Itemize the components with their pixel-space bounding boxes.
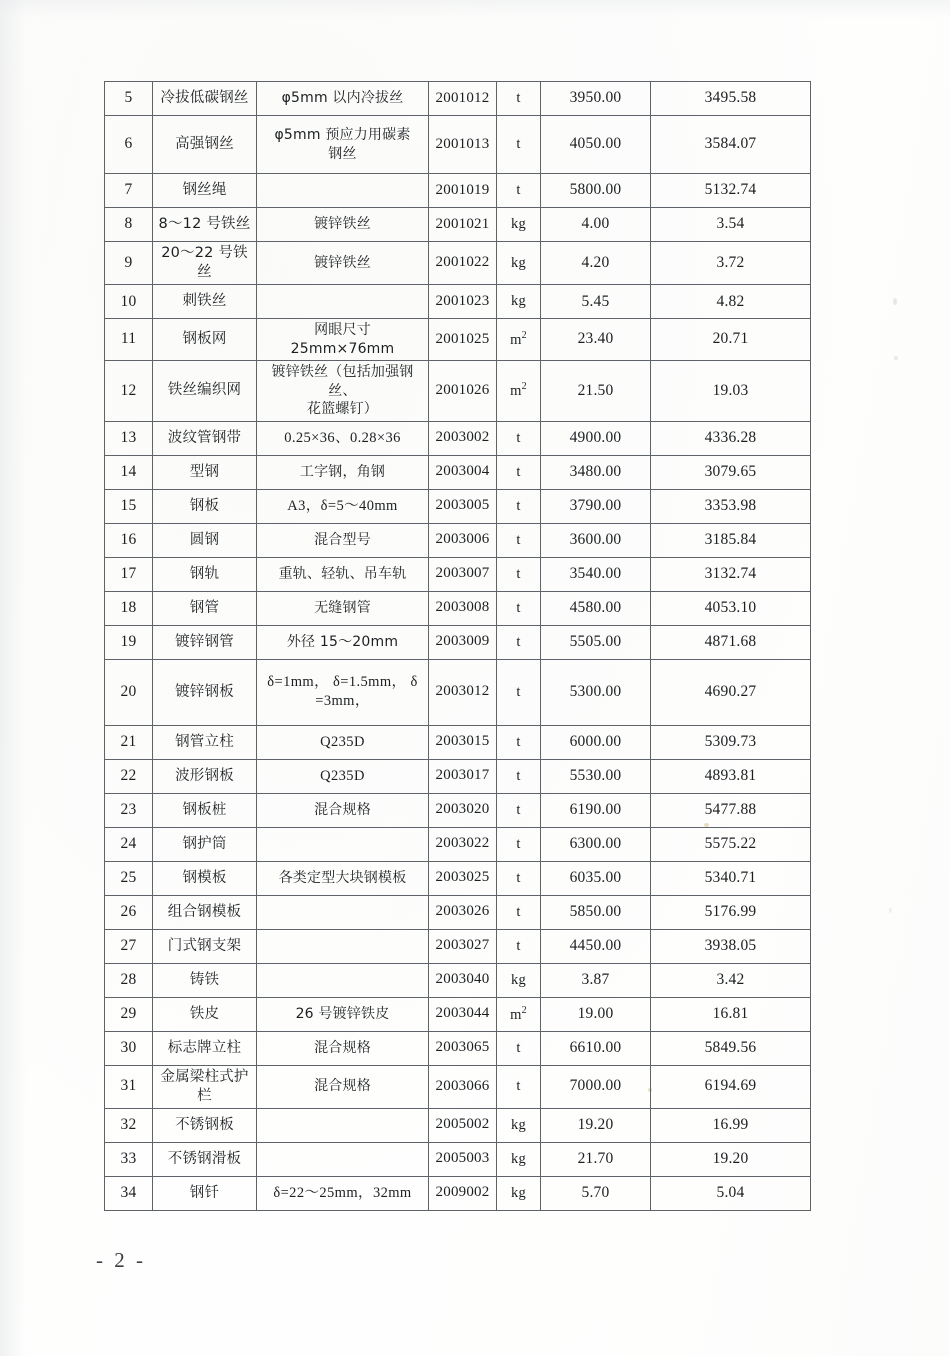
cell-material-code: 2003015 — [429, 725, 497, 759]
cell-price-primary: 4050.00 — [541, 116, 651, 174]
table-row — [105, 659, 811, 725]
cell-price-primary: 19.20 — [541, 1108, 651, 1142]
cell-unit: t — [497, 827, 541, 861]
cell-specification: 0.25×36、0.28×36 — [257, 421, 429, 455]
cell-specification: 镀锌铁丝（包括加强钢丝、 花篮螺钉） — [257, 361, 429, 421]
cell-row-number: 7 — [105, 174, 153, 208]
cell-unit: kg — [497, 963, 541, 997]
cell-price-secondary: 5340.71 — [651, 861, 811, 895]
table-row — [105, 421, 811, 455]
cell-price-secondary: 3584.07 — [651, 116, 811, 174]
cell-unit: kg — [497, 1142, 541, 1176]
cell-price-secondary: 3.42 — [651, 963, 811, 997]
cell-specification: φ5mm 以内冷拔丝 — [257, 82, 429, 116]
cell-unit: t — [497, 523, 541, 557]
cell-material-code: 2001021 — [429, 208, 497, 242]
table-row — [105, 929, 811, 963]
cell-price-secondary: 6194.69 — [651, 1065, 811, 1108]
cell-specification: δ=22～25mm，32mm — [257, 1176, 429, 1210]
table-row — [105, 489, 811, 523]
cell-price-primary: 6000.00 — [541, 725, 651, 759]
table-row — [105, 455, 811, 489]
cell-row-number: 8 — [105, 208, 153, 242]
cell-row-number: 14 — [105, 455, 153, 489]
cell-price-secondary: 5.04 — [651, 1176, 811, 1210]
table-row — [105, 1176, 811, 1210]
cell-material-code: 2003009 — [429, 625, 497, 659]
page-number-footer: - 2 - — [96, 1248, 146, 1272]
cell-specification — [257, 1108, 429, 1142]
cell-row-number: 19 — [105, 625, 153, 659]
cell-row-number: 22 — [105, 759, 153, 793]
cell-row-number: 32 — [105, 1108, 153, 1142]
cell-material-code: 2003008 — [429, 591, 497, 625]
cell-row-number: 27 — [105, 929, 153, 963]
cell-price-primary: 3.87 — [541, 963, 651, 997]
cell-unit: kg — [497, 242, 541, 285]
cell-price-primary: 3540.00 — [541, 557, 651, 591]
cell-specification: Q235D — [257, 759, 429, 793]
cell-price-secondary: 5849.56 — [651, 1031, 811, 1065]
cell-unit: t — [497, 861, 541, 895]
cell-price-primary: 5850.00 — [541, 895, 651, 929]
cell-material-code: 2003012 — [429, 659, 497, 725]
cell-material-code: 2003004 — [429, 455, 497, 489]
cell-unit: $m^2$ — [497, 361, 541, 421]
cell-unit: t — [497, 725, 541, 759]
cell-price-secondary: 3132.74 — [651, 557, 811, 591]
cell-row-number: 23 — [105, 793, 153, 827]
cell-price-primary: 6035.00 — [541, 861, 651, 895]
cell-specification — [257, 1142, 429, 1176]
cell-specification: A3，δ=5～40mm — [257, 489, 429, 523]
table-row — [105, 759, 811, 793]
cell-material-code: 2003044 — [429, 997, 497, 1031]
cell-specification — [257, 895, 429, 929]
cell-material-code: 2003066 — [429, 1065, 497, 1108]
cell-price-secondary: 3495.58 — [651, 82, 811, 116]
cell-price-secondary: 4871.68 — [651, 625, 811, 659]
cell-material-code: 2001025 — [429, 319, 497, 361]
table-row — [105, 827, 811, 861]
cell-material-name: 高强钢丝 — [153, 116, 257, 174]
cell-material-code: 2001022 — [429, 242, 497, 285]
cell-material-name: 钢板 — [153, 489, 257, 523]
cell-specification: 26 号镀锌铁皮 — [257, 997, 429, 1031]
scan-speckle — [889, 908, 892, 913]
cell-material-name: 冷拔低碳钢丝 — [153, 82, 257, 116]
scan-edge-shadow-left — [0, 0, 26, 1356]
cell-material-name: 不锈钢滑板 — [153, 1142, 257, 1176]
cell-material-name: 波形钢板 — [153, 759, 257, 793]
cell-row-number: 20 — [105, 659, 153, 725]
cell-material-code: 2005003 — [429, 1142, 497, 1176]
cell-price-secondary: 19.03 — [651, 361, 811, 421]
cell-material-name: 组合钢模板 — [153, 895, 257, 929]
cell-unit: t — [497, 82, 541, 116]
table-row — [105, 591, 811, 625]
cell-specification: 混合规格 — [257, 1065, 429, 1108]
table-row — [105, 319, 811, 361]
cell-material-name: 20～22 号铁丝 — [153, 242, 257, 285]
cell-specification: 混合型号 — [257, 523, 429, 557]
cell-unit: $m^2$ — [497, 319, 541, 361]
cell-price-secondary: 16.99 — [651, 1108, 811, 1142]
cell-material-name: 钢轨 — [153, 557, 257, 591]
cell-price-secondary: 19.20 — [651, 1142, 811, 1176]
cell-unit: t — [497, 1031, 541, 1065]
table-row — [105, 285, 811, 319]
table-row — [105, 1108, 811, 1142]
cell-price-secondary: 3.54 — [651, 208, 811, 242]
cell-price-secondary: 3.72 — [651, 242, 811, 285]
cell-material-name: 标志牌立柱 — [153, 1031, 257, 1065]
cell-row-number: 9 — [105, 242, 153, 285]
cell-material-name: 钢丝绳 — [153, 174, 257, 208]
cell-material-name: 波纹管钢带 — [153, 421, 257, 455]
cell-unit: t — [497, 116, 541, 174]
cell-material-name: 钢模板 — [153, 861, 257, 895]
table-row — [105, 861, 811, 895]
cell-price-secondary: 3938.05 — [651, 929, 811, 963]
cell-material-name: 铸铁 — [153, 963, 257, 997]
cell-price-primary: 21.70 — [541, 1142, 651, 1176]
cell-price-primary: 6610.00 — [541, 1031, 651, 1065]
cell-material-name: 镀锌钢板 — [153, 659, 257, 725]
cell-row-number: 15 — [105, 489, 153, 523]
cell-material-code: 2003026 — [429, 895, 497, 929]
cell-row-number: 10 — [105, 285, 153, 319]
cell-price-secondary: 4893.81 — [651, 759, 811, 793]
cell-price-secondary: 20.71 — [651, 319, 811, 361]
cell-material-code: 2001026 — [429, 361, 497, 421]
table-row — [105, 1142, 811, 1176]
cell-row-number: 5 — [105, 82, 153, 116]
cell-unit: t — [497, 625, 541, 659]
cell-price-primary: 4.20 — [541, 242, 651, 285]
cell-unit: t — [497, 557, 541, 591]
cell-specification — [257, 174, 429, 208]
cell-price-primary: 5.70 — [541, 1176, 651, 1210]
cell-material-name: 型钢 — [153, 455, 257, 489]
cell-material-code: 2003022 — [429, 827, 497, 861]
cell-specification: 混合规格 — [257, 793, 429, 827]
cell-price-secondary: 5309.73 — [651, 725, 811, 759]
cell-price-primary: 19.00 — [541, 997, 651, 1031]
cell-row-number: 18 — [105, 591, 153, 625]
cell-price-primary: 5.45 — [541, 285, 651, 319]
cell-price-secondary: 4053.10 — [651, 591, 811, 625]
cell-material-code: 2003007 — [429, 557, 497, 591]
cell-material-name: 镀锌钢管 — [153, 625, 257, 659]
cell-material-code: 2005002 — [429, 1108, 497, 1142]
cell-specification: 外径 15～20mm — [257, 625, 429, 659]
cell-material-name: 8～12 号铁丝 — [153, 208, 257, 242]
material-price-table-container — [104, 81, 810, 1211]
cell-material-code: 2003025 — [429, 861, 497, 895]
cell-material-code: 2003002 — [429, 421, 497, 455]
table-row — [105, 625, 811, 659]
cell-price-secondary: 4336.28 — [651, 421, 811, 455]
cell-specification — [257, 827, 429, 861]
table-row — [105, 557, 811, 591]
cell-unit: t — [497, 421, 541, 455]
table-row — [105, 1031, 811, 1065]
cell-material-name: 钢护筒 — [153, 827, 257, 861]
cell-material-name: 钢板网 — [153, 319, 257, 361]
cell-specification — [257, 963, 429, 997]
cell-price-secondary: 4690.27 — [651, 659, 811, 725]
cell-price-secondary: 4.82 — [651, 285, 811, 319]
cell-row-number: 16 — [105, 523, 153, 557]
cell-price-primary: 3790.00 — [541, 489, 651, 523]
cell-price-primary: 7000.00 — [541, 1065, 651, 1108]
table-row — [105, 997, 811, 1031]
scan-speckle — [893, 298, 897, 305]
cell-price-secondary: 3079.65 — [651, 455, 811, 489]
table-row — [105, 242, 811, 285]
cell-material-name: 不锈钢板 — [153, 1108, 257, 1142]
cell-specification: 混合规格 — [257, 1031, 429, 1065]
scan-speckle — [894, 356, 898, 360]
cell-row-number: 31 — [105, 1065, 153, 1108]
cell-row-number: 24 — [105, 827, 153, 861]
cell-price-secondary: 5575.22 — [651, 827, 811, 861]
cell-row-number: 25 — [105, 861, 153, 895]
cell-unit: t — [497, 659, 541, 725]
cell-material-name: 钢管立柱 — [153, 725, 257, 759]
cell-specification: φ5mm 预应力用碳素 钢丝 — [257, 116, 429, 174]
table-body — [105, 82, 811, 1211]
cell-price-primary: 5300.00 — [541, 659, 651, 725]
cell-material-name: 门式钢支架 — [153, 929, 257, 963]
cell-row-number: 13 — [105, 421, 153, 455]
cell-price-primary: 23.40 — [541, 319, 651, 361]
cell-row-number: 29 — [105, 997, 153, 1031]
cell-material-name: 钢管 — [153, 591, 257, 625]
cell-material-code: 2001012 — [429, 82, 497, 116]
table-row — [105, 174, 811, 208]
cell-price-primary: 21.50 — [541, 361, 651, 421]
cell-specification — [257, 285, 429, 319]
cell-material-name: 钢板桩 — [153, 793, 257, 827]
table-row — [105, 208, 811, 242]
cell-specification: 无缝钢管 — [257, 591, 429, 625]
cell-price-primary: 4580.00 — [541, 591, 651, 625]
cell-unit: kg — [497, 1108, 541, 1142]
table-row — [105, 82, 811, 116]
cell-price-secondary: 5132.74 — [651, 174, 811, 208]
cell-unit: t — [497, 455, 541, 489]
cell-specification: 镀锌铁丝 — [257, 242, 429, 285]
cell-price-primary: 5800.00 — [541, 174, 651, 208]
cell-unit: t — [497, 793, 541, 827]
cell-row-number: 33 — [105, 1142, 153, 1176]
cell-price-primary: 3480.00 — [541, 455, 651, 489]
cell-price-primary: 3600.00 — [541, 523, 651, 557]
cell-price-primary: 4.00 — [541, 208, 651, 242]
scan-edge-shadow-top — [0, 0, 950, 18]
cell-price-primary: 6300.00 — [541, 827, 651, 861]
cell-specification: 镀锌铁丝 — [257, 208, 429, 242]
cell-material-code: 2001013 — [429, 116, 497, 174]
material-price-table — [104, 81, 811, 1211]
cell-price-secondary: 16.81 — [651, 997, 811, 1031]
table-row — [105, 793, 811, 827]
cell-price-primary: 5530.00 — [541, 759, 651, 793]
cell-price-primary: 4900.00 — [541, 421, 651, 455]
cell-price-secondary: 3185.84 — [651, 523, 811, 557]
cell-material-name: 钢钎 — [153, 1176, 257, 1210]
cell-specification: 工字钢，角钢 — [257, 455, 429, 489]
cell-price-primary: 6190.00 — [541, 793, 651, 827]
cell-unit: kg — [497, 208, 541, 242]
cell-price-secondary: 5477.88 — [651, 793, 811, 827]
cell-unit: kg — [497, 1176, 541, 1210]
table-row — [105, 361, 811, 421]
table-row — [105, 523, 811, 557]
cell-price-primary: 5505.00 — [541, 625, 651, 659]
cell-material-code: 2003017 — [429, 759, 497, 793]
cell-material-name: 刺铁丝 — [153, 285, 257, 319]
cell-specification: 网眼尺寸 25mm×76mm — [257, 319, 429, 361]
cell-specification: Q235D — [257, 725, 429, 759]
cell-unit: kg — [497, 285, 541, 319]
cell-row-number: 28 — [105, 963, 153, 997]
cell-unit: t — [497, 895, 541, 929]
cell-material-code: 2003006 — [429, 523, 497, 557]
cell-material-code: 2003020 — [429, 793, 497, 827]
cell-specification — [257, 929, 429, 963]
cell-unit: t — [497, 929, 541, 963]
table-row — [105, 895, 811, 929]
cell-row-number: 6 — [105, 116, 153, 174]
cell-material-code: 2009002 — [429, 1176, 497, 1210]
cell-row-number: 21 — [105, 725, 153, 759]
cell-specification: 各类定型大块钢模板 — [257, 861, 429, 895]
cell-price-primary: 3950.00 — [541, 82, 651, 116]
cell-row-number: 11 — [105, 319, 153, 361]
cell-material-name: 圆钢 — [153, 523, 257, 557]
cell-unit: $m^2$ — [497, 997, 541, 1031]
cell-unit: t — [497, 759, 541, 793]
cell-row-number: 26 — [105, 895, 153, 929]
table-row — [105, 963, 811, 997]
cell-row-number: 34 — [105, 1176, 153, 1210]
cell-material-name: 铁皮 — [153, 997, 257, 1031]
table-row — [105, 1065, 811, 1108]
cell-material-code: 2003027 — [429, 929, 497, 963]
table-row — [105, 725, 811, 759]
cell-row-number: 30 — [105, 1031, 153, 1065]
cell-material-code: 2003040 — [429, 963, 497, 997]
cell-price-secondary: 5176.99 — [651, 895, 811, 929]
cell-row-number: 17 — [105, 557, 153, 591]
cell-material-code: 2001023 — [429, 285, 497, 319]
cell-material-name: 铁丝编织网 — [153, 361, 257, 421]
cell-material-name: 金属梁柱式护栏 — [153, 1065, 257, 1108]
cell-material-code: 2001019 — [429, 174, 497, 208]
table-row — [105, 116, 811, 174]
cell-material-code: 2003065 — [429, 1031, 497, 1065]
cell-specification: δ=1mm， δ=1.5mm， δ =3mm， — [257, 659, 429, 725]
cell-unit: t — [497, 174, 541, 208]
cell-unit: t — [497, 489, 541, 523]
cell-price-primary: 4450.00 — [541, 929, 651, 963]
cell-row-number: 12 — [105, 361, 153, 421]
cell-price-secondary: 3353.98 — [651, 489, 811, 523]
cell-specification: 重轨、轻轨、吊车轨 — [257, 557, 429, 591]
cell-unit: t — [497, 591, 541, 625]
cell-material-code: 2003005 — [429, 489, 497, 523]
cell-unit: t — [497, 1065, 541, 1108]
